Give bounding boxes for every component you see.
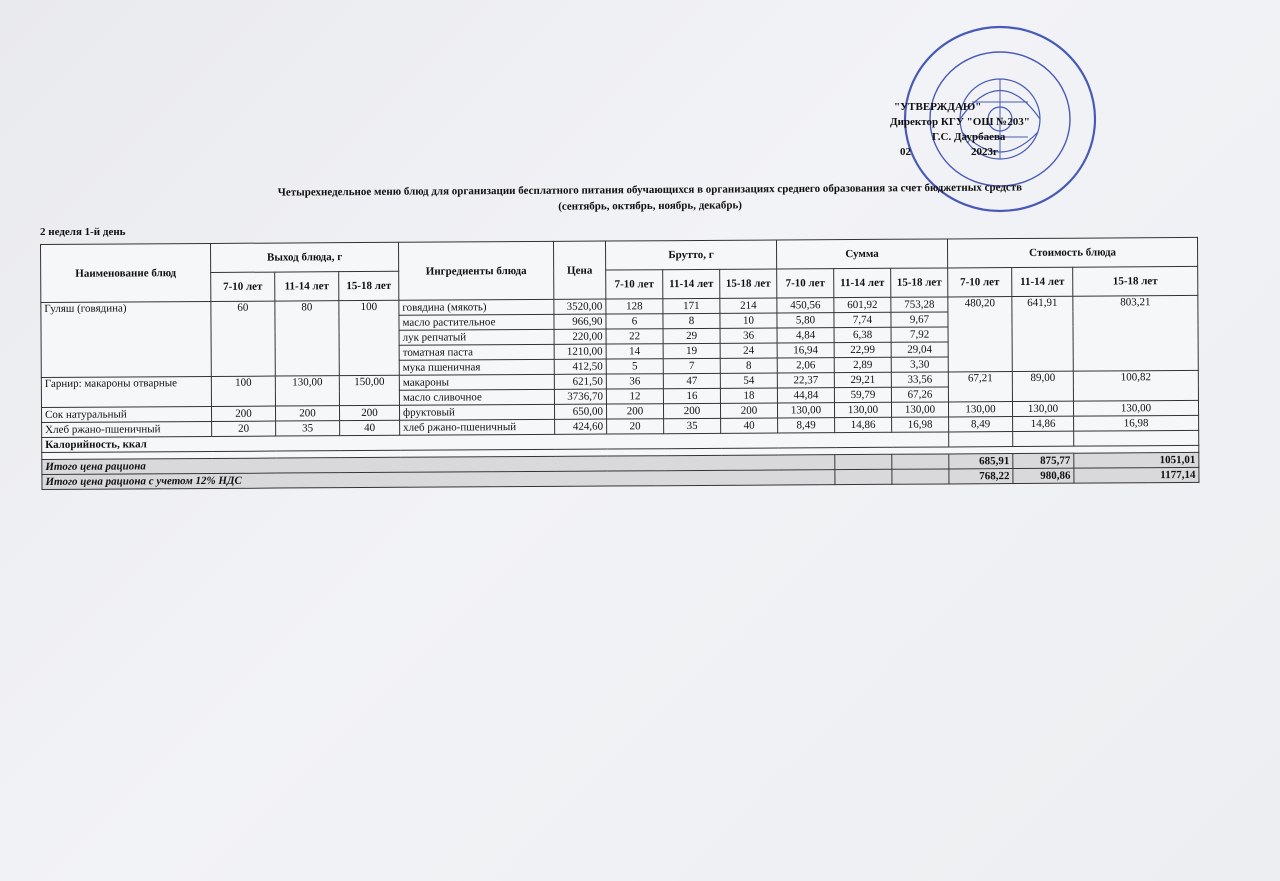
sum-value: 450,56: [777, 298, 834, 313]
dish-output: 100: [339, 300, 399, 375]
dish-cost: 130,00: [1012, 401, 1073, 416]
brutto-value: 36: [606, 374, 663, 389]
brutto-value: 35: [664, 418, 721, 433]
dish-output: 20: [212, 421, 276, 436]
dish-output: 200: [339, 405, 399, 420]
dish-cost: 803,21: [1073, 295, 1198, 371]
sum-value: 29,04: [891, 342, 948, 357]
header-cost: Стоимость блюда: [947, 237, 1197, 268]
dish-cost: 130,00: [948, 402, 1012, 417]
brutto-value: 29: [663, 328, 720, 343]
approval-date: [900, 145, 1030, 160]
brutto-value: 19: [663, 343, 720, 358]
dish-cost: 130,00: [1073, 400, 1198, 416]
header-age: 11-14 лет: [275, 272, 339, 301]
ingredient-price: 424,60: [555, 419, 607, 434]
dish-cost: 641,91: [1012, 296, 1073, 371]
header-dish: Наименование блюд: [41, 243, 211, 302]
calories-value: [949, 432, 1013, 447]
ingredient-name: говядина (мякоть): [399, 299, 554, 315]
sum-value: 5,80: [777, 313, 834, 328]
sum-value: 7,74: [834, 312, 891, 327]
ingredient-price: 1210,00: [554, 344, 606, 359]
sum-value: 67,26: [891, 387, 948, 402]
header-price: Цена: [553, 241, 605, 299]
dish-cost: 89,00: [1012, 371, 1073, 401]
brutto-value: 6: [606, 314, 663, 329]
sum-value: 22,37: [777, 373, 834, 388]
brutto-value: 22: [606, 329, 663, 344]
total-value: 1051,01: [1074, 452, 1199, 468]
sum-value: 3,30: [891, 357, 948, 372]
brutto-value: 171: [663, 298, 720, 313]
total-empty: [835, 454, 892, 469]
vat-total-value: 1177,14: [1074, 467, 1199, 483]
sum-value: 16,94: [777, 343, 834, 358]
sum-value: 59,79: [834, 387, 891, 402]
ingredient-name: масло сливочное: [399, 389, 554, 405]
sum-value: 753,28: [891, 297, 948, 312]
dish-name: Хлеб ржано-пшеничный: [42, 421, 212, 437]
title-period: (сентябрь, октябрь, ноябрь, декабрь): [558, 199, 742, 213]
brutto-value: 16: [663, 388, 720, 403]
dish-output: 35: [276, 421, 340, 436]
sum-value: 29,21: [834, 372, 891, 387]
brutto-value: 8: [663, 313, 720, 328]
sum-value: 6,38: [834, 327, 891, 342]
dish-cost: 480,20: [948, 297, 1012, 372]
ingredient-price: 966,90: [554, 314, 606, 329]
day-header: 2 неделя 1-й день: [40, 226, 126, 238]
calories-label: Калорийность, ккал: [42, 432, 949, 453]
brutto-value: 200: [663, 403, 720, 418]
dish-output: 100: [211, 376, 275, 406]
sum-value: 4,84: [777, 328, 834, 343]
vat-total-value: 768,22: [949, 469, 1013, 484]
header-age: 7-10 лет: [948, 268, 1012, 297]
header-age: 7-10 лет: [777, 269, 834, 298]
header-age: 11-14 лет: [663, 269, 720, 298]
brutto-value: 36: [720, 328, 777, 343]
ingredient-name: мука пшеничная: [399, 359, 554, 375]
sum-value: 2,06: [777, 358, 834, 373]
ingredient-price: 3736,70: [554, 389, 606, 404]
ingredient-price: 650,00: [554, 404, 606, 419]
vat-empty: [835, 469, 892, 484]
sum-value: 130,00: [834, 402, 891, 417]
dish-cost: 16,98: [1074, 415, 1199, 431]
approval-block: [890, 100, 1030, 160]
dish-output: 200: [211, 406, 275, 421]
dish-name: Гуляш (говядина): [41, 301, 211, 377]
ingredient-price: 412,50: [554, 359, 606, 374]
dish-output: 130,00: [275, 376, 339, 406]
sum-value: 9,67: [891, 312, 948, 327]
sum-value: 8,49: [778, 418, 835, 433]
dish-output: 60: [211, 301, 275, 376]
brutto-value: 12: [606, 389, 663, 404]
sum-value: 601,92: [834, 297, 891, 312]
header-brutto: Брутто, г: [605, 240, 776, 270]
dish-cost: 67,21: [948, 372, 1012, 402]
dish-cost: 8,49: [949, 417, 1013, 432]
sum-value: 14,86: [835, 417, 892, 432]
header-sum: Сумма: [776, 239, 947, 269]
brutto-value: 14: [606, 344, 663, 359]
dish-name: Гарнир: макароны отварные: [41, 376, 211, 407]
total-empty: [892, 454, 949, 469]
ingredient-price: 3520,00: [554, 299, 606, 314]
sum-value: 2,89: [834, 357, 891, 372]
dish-cost: 100,82: [1073, 370, 1198, 401]
sum-value: 44,84: [777, 388, 834, 403]
vat-total-label: Итого цена рациона с учетом 12% НДС: [42, 470, 835, 490]
dish-output: 150,00: [339, 375, 399, 405]
title-main: Четырехнедельное меню блюд для организации бесплатного питания обучающихся в организациях среднего образования за счет бюджетных средств: [277, 181, 1023, 199]
header-age: 15-18 лет: [720, 269, 777, 298]
header-age: 11-14 лет: [1012, 267, 1073, 296]
vat-total-value: 980,86: [1013, 468, 1074, 483]
header-age: 11-14 лет: [834, 268, 891, 297]
approval-title: "УТВЕРЖДАЮ": [894, 101, 982, 113]
sum-value: 33,56: [891, 372, 948, 387]
total-label: Итого цена рациона: [42, 455, 835, 475]
sum-value: 16,98: [892, 417, 949, 432]
brutto-value: 200: [720, 403, 777, 418]
header-age: 15-18 лет: [891, 268, 948, 297]
brutto-value: 214: [720, 298, 777, 313]
dish-output: 40: [340, 420, 400, 435]
brutto-value: 10: [720, 313, 777, 328]
sum-value: 22,99: [834, 342, 891, 357]
dish-cost: 14,86: [1013, 416, 1074, 431]
header-output: Выход блюда, г: [210, 242, 398, 272]
approval-position: Директор КГУ "ОШ №203": [890, 116, 1030, 128]
ingredient-name: хлеб ржано-пшеничный: [400, 419, 555, 435]
header-age: 15-18 лет: [339, 271, 399, 300]
sum-value: 7,92: [891, 327, 948, 342]
brutto-value: 7: [663, 358, 720, 373]
brutto-value: 18: [720, 388, 777, 403]
brutto-value: 8: [720, 358, 777, 373]
ingredient-name: масло растительное: [399, 314, 554, 330]
brutto-value: 200: [606, 404, 663, 419]
brutto-value: 5: [606, 359, 663, 374]
sum-value: 130,00: [777, 403, 834, 418]
total-value: 875,77: [1013, 453, 1074, 468]
ingredient-price: 621,50: [554, 374, 606, 389]
brutto-value: 40: [721, 418, 778, 433]
menu-table: [40, 237, 1199, 490]
brutto-value: 128: [606, 299, 663, 314]
ingredient-name: томатная паста: [399, 344, 554, 360]
calories-value: [1013, 431, 1074, 446]
total-value: 685,91: [949, 454, 1013, 469]
brutto-value: 24: [720, 343, 777, 358]
menu-body: [41, 295, 1199, 489]
vat-empty: [892, 469, 949, 484]
approval-day: 02: [900, 146, 911, 158]
ingredient-name: лук репчатый: [399, 329, 554, 345]
approval-year: 2023г: [971, 146, 998, 158]
header-age: 15-18 лет: [1073, 266, 1198, 296]
brutto-value: 20: [607, 419, 664, 434]
header-age: 7-10 лет: [211, 272, 275, 301]
brutto-value: 47: [663, 373, 720, 388]
dish-output: 80: [275, 301, 339, 376]
ingredient-price: 220,00: [554, 329, 606, 344]
brutto-value: 54: [720, 373, 777, 388]
approval-signer: Г.С. Даурбаева: [932, 131, 1006, 143]
ingredient-name: фруктовый: [399, 404, 554, 420]
header-ingredients: Ингредиенты блюда: [398, 241, 553, 300]
dish-output: 200: [275, 406, 339, 421]
calories-value: [1074, 430, 1199, 446]
header-age: 7-10 лет: [606, 270, 663, 299]
dish-name: Сок натуральный: [41, 406, 211, 422]
ingredient-name: макароны: [399, 374, 554, 390]
sum-value: 130,00: [891, 402, 948, 417]
